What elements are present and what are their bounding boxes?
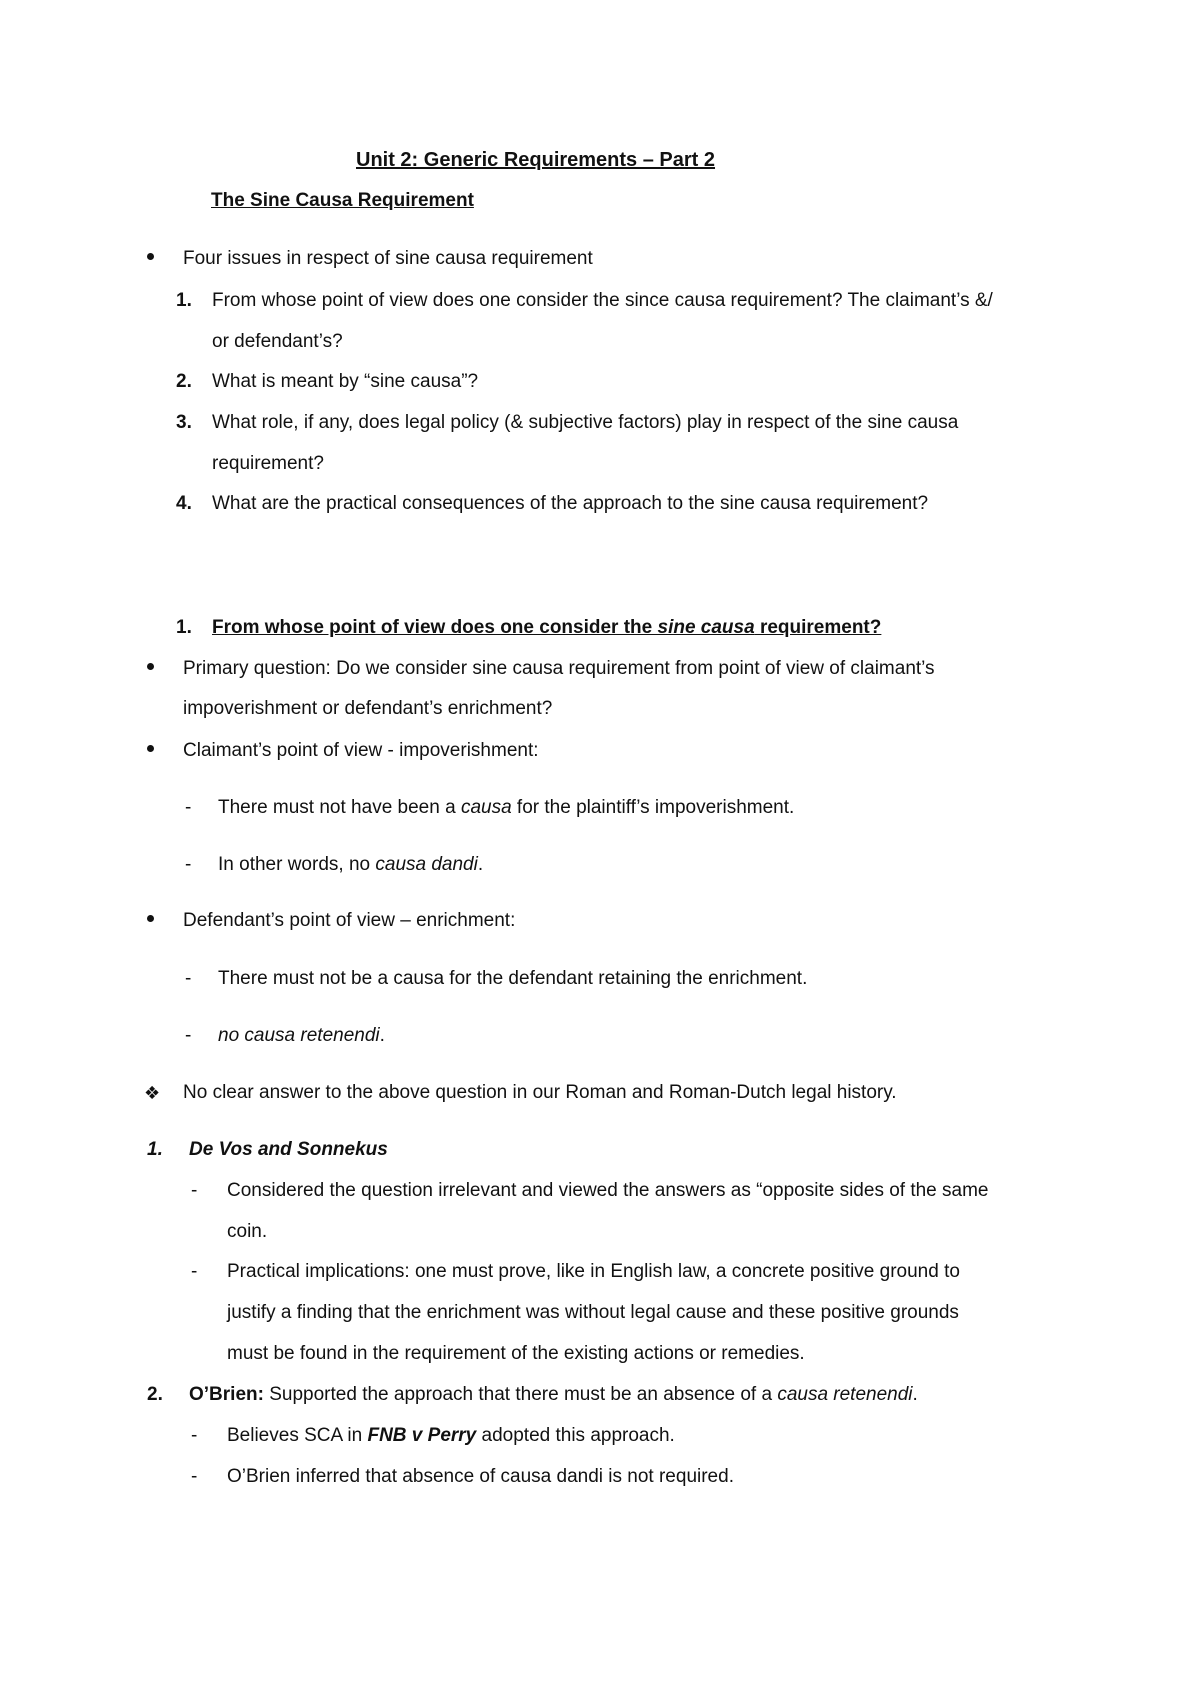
dash-marker: -: [185, 797, 192, 818]
claimant-dash-text: In other words, no causa dandi.: [218, 854, 484, 875]
dash-marker: -: [191, 1180, 198, 1201]
issue-number: 1.: [176, 290, 192, 311]
defendant-dash-text: no causa retenendi.: [218, 1025, 385, 1046]
primary-question-text: Primary question: Do we consider sine causa requirement from point of view of claimant’s: [183, 658, 935, 679]
view-dash-text: must be found in the requirement of the existing actions or remedies.: [227, 1343, 805, 1364]
dash-marker: -: [185, 1025, 192, 1046]
section-number: 1.: [176, 617, 192, 638]
note-text: No clear answer to the above question in our Roman and Roman-Dutch legal history.: [183, 1082, 897, 1103]
issue-text: What is meant by “sine causa”?: [212, 371, 479, 392]
bullet-icon: [147, 745, 154, 752]
view-author-text: O’Brien: Supported the approach that there must be an absence of a causa retenendi.: [189, 1384, 918, 1405]
view-number: 1.: [147, 1139, 163, 1160]
bullet-icon: [147, 253, 154, 260]
bullet-icon: [147, 663, 154, 670]
defendant-dash-text: There must not be a causa for the defendant retaining the enrichment.: [218, 968, 808, 989]
view-dash-text: Considered the question irrelevant and viewed the answers as “opposite sides of the same: [227, 1180, 989, 1201]
issue-number: 4.: [176, 493, 192, 514]
view-dash-text: coin.: [227, 1221, 268, 1242]
bullet-icon: [147, 915, 154, 922]
issue-number: 2.: [176, 371, 192, 392]
issue-number: 3.: [176, 412, 192, 433]
view-dash-text: Believes SCA in FNB v Perry adopted this approach.: [227, 1425, 675, 1446]
issue-text: What role, if any, does legal policy (& subjective factors) play in respect of the sine causa: [212, 412, 959, 433]
section-subtitle: The Sine Causa Requirement: [211, 190, 474, 211]
defendant-view-text: Defendant’s point of view – enrichment:: [183, 910, 516, 931]
view-number: 2.: [147, 1384, 163, 1405]
page-title: Unit 2: Generic Requirements – Part 2: [356, 149, 716, 171]
diamond-bullet-icon: ❖: [144, 1083, 161, 1103]
view-dash-text: O’Brien inferred that absence of causa dandi is not required.: [227, 1466, 734, 1487]
dash-marker: -: [191, 1261, 198, 1282]
section-heading: From whose point of view does one consider the sine causa requirement?: [212, 617, 882, 638]
issue-text: From whose point of view does one consider the since causa requirement? The claimant’s &/: [212, 290, 993, 311]
view-dash-text: justify a finding that the enrichment was without legal cause and these positive grounds: [227, 1302, 959, 1323]
view-dash-text: Practical implications: one must prove, like in English law, a concrete positive ground to: [227, 1261, 960, 1282]
issue-text: What are the practical consequences of the approach to the sine causa requirement?: [212, 493, 929, 514]
view-author: De Vos and Sonnekus: [189, 1139, 388, 1160]
intro-bullet-text: Four issues in respect of sine causa requirement: [183, 248, 593, 269]
dash-marker: -: [185, 968, 192, 989]
issue-text: requirement?: [212, 453, 324, 474]
primary-question-text: impoverishment or defendant’s enrichment?: [183, 698, 553, 719]
issue-text: or defendant’s?: [212, 331, 343, 352]
claimant-view-text: Claimant’s point of view - impoverishment:: [183, 740, 539, 761]
claimant-dash-text: There must not have been a causa for the plaintiff’s impoverishment.: [218, 797, 795, 818]
dash-marker: -: [191, 1425, 198, 1446]
dash-marker: -: [185, 854, 192, 875]
dash-marker: -: [191, 1466, 198, 1487]
